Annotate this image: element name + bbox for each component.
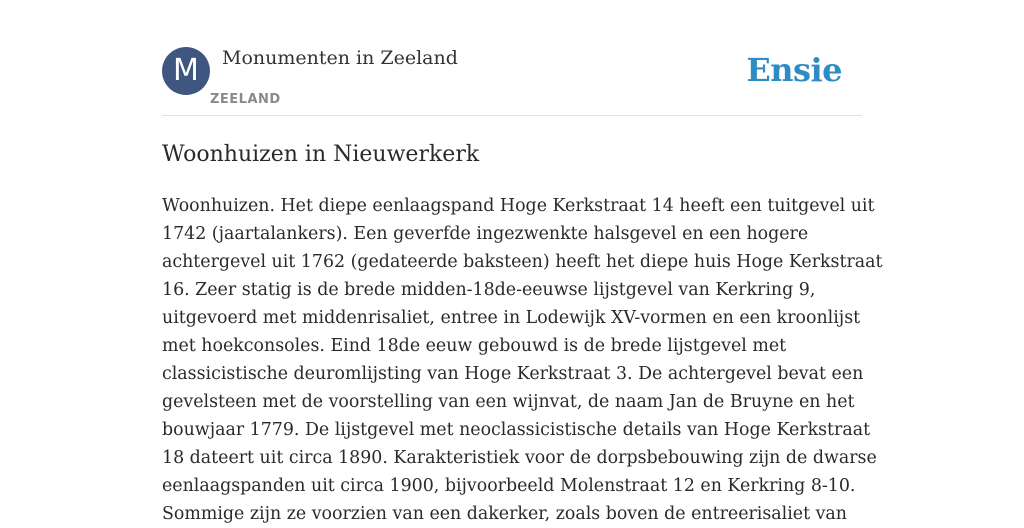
brand-logo[interactable]: Ensie	[746, 51, 842, 89]
article-line: eenlaagspanden uit circa 1900, bijvoorbeeld Molenstraat 12 en Kerkring 8-10.	[162, 476, 856, 496]
article-line: 1742 (jaartalankers). Een geverfde ingezwenkte halsgevel en een hogere	[162, 224, 809, 244]
article-line: met hoekconsoles. Eind 18de eeuw gebouwd is de brede lijstgevel met	[162, 336, 787, 356]
header-divider	[162, 115, 862, 116]
article-body	[162, 192, 883, 528]
avatar-letter: M	[173, 53, 199, 88]
article-line: 16. Zeer statig is de brede midden-18de-eeuwse lijstgevel van Kerkring 9,	[162, 280, 816, 300]
article-line: 18 dateert uit circa 1890. Karakteristiek voor de dorpsbebouwing zijn de dwarse	[162, 448, 877, 468]
article-line: Woonhuizen. Het diepe eenlaagspand Hoge Kerkstraat 14 heeft een tuitgevel uit	[162, 196, 875, 216]
source-title[interactable]: Monumenten in Zeeland	[222, 47, 458, 69]
article-line: classicistische deuromlijsting van Hoge Kerkstraat 3. De achtergevel bevat een	[162, 364, 864, 384]
article-line: achtergevel uit 1762 (gedateerde baksteen) heeft het diepe huis Hoge Kerkstraat	[162, 252, 883, 272]
article-title: Woonhuizen in Nieuwerkerk	[162, 142, 480, 167]
source-header	[162, 46, 862, 116]
article-line: bouwjaar 1779. De lijstgevel met neoclassicistische details van Hoge Kerkstraat	[162, 420, 871, 440]
article-line: uitgevoerd met middenrisaliet, entree in Lodewijk XV-vormen en een kroonlijst	[162, 308, 861, 328]
article-line: gevelsteen met de voorstelling van een wijnvat, de naam Jan de Bruyne en het	[162, 392, 855, 412]
source-avatar[interactable]	[162, 47, 210, 95]
article-line: Sommige zijn ze voorzien van een dakerker, zoals boven de entreerisaliet van	[162, 504, 847, 524]
source-subtitle[interactable]: ZEELAND	[210, 92, 281, 107]
